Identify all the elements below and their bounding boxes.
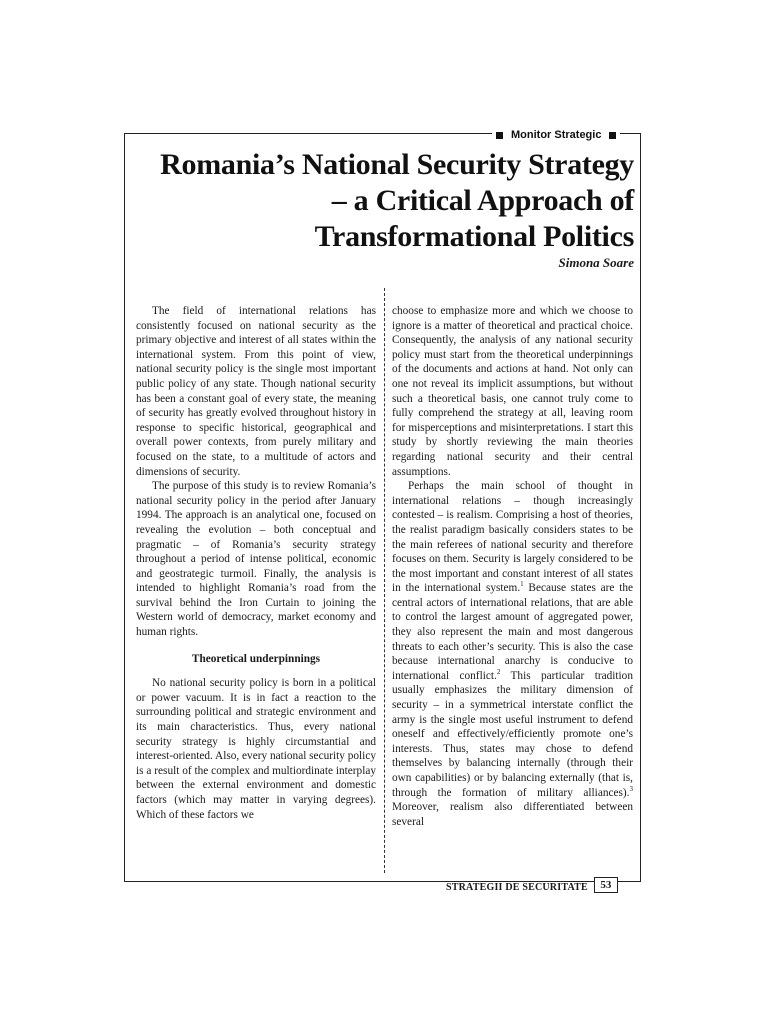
paragraph: No national security policy is born in a political or power vacuum. It is in fact a reaction to the surrounding political and strategic environment and its main characteristics. Thus, every national security strategy is highly circumstantial and interest-oriented. Also, every national security policy is a result of the complex and multiordinate interplay between the external environment and domestic factors (which may matter in varying degrees). Which of these factors we: [136, 677, 376, 821]
text-run: This particular tradition usually emphasizes the military dimension of security – in a symmetrical interstate conflict the army is the single most useful instrument to defend oneself and effectively/efficiently promote one’s interests. Thus, states may chose to defend themselves by balancing internally (through their own capabilities) or by balancing externally (that is, through the formation of military alliances).: [392, 669, 633, 799]
title-line: Transformational Politics: [314, 220, 634, 253]
left-column: [136, 304, 376, 869]
paragraph: [392, 479, 633, 829]
section-header: [492, 128, 620, 142]
title-line: – a Critical Approach of: [331, 184, 634, 217]
text-run: Because states are the central actors of international relations, that are able to control the largest amount of aggregated power, they also represent the main and most dangerous threats to each other’s security. This is also the case because international anarchy is conducive to international conflict.: [392, 582, 633, 682]
square-bullet-icon: [609, 132, 616, 139]
section-heading: Theoretical underpinnings: [191, 652, 321, 665]
footnote-ref[interactable]: 1: [520, 580, 524, 589]
text-run: Perhaps the main school of thought in international relations – though increasingly contested – is realism. Comprising a host of theories, the realist paradigm basically considers states to be the main referees of national security and therefore focuses on them. Security is largely considered to be the most important and constant interest of all states in the international system.: [392, 480, 633, 595]
page-number: 53: [594, 877, 618, 893]
article-title: [140, 147, 634, 255]
title-line: Romania’s National Security Strategy: [160, 148, 634, 181]
paragraph: choose to emphasize more and which we choose to ignore is a matter of theoretical and practical choice. Consequently, the analysis of any national security policy must start from the theoretical underpinnings of the documents and actions at hand. Not only can one not reveal its implicit assumptions, but without such a theoretical basis, one cannot truly come to fully comprehend the strategy at all, leaving room for misperceptions and misinterpretations. I start this study by shortly reviewing the main theories regarding national security and their central assumptions.: [392, 305, 633, 478]
column-divider: [384, 288, 385, 873]
footnote-ref[interactable]: 2: [496, 668, 501, 677]
text-run: Moreover, realism also differentiated between several: [392, 801, 633, 828]
page-footer: [446, 874, 618, 893]
square-bullet-icon: [496, 132, 503, 139]
author-name: Simona Soare: [558, 255, 634, 270]
footnote-ref[interactable]: 3: [629, 784, 633, 793]
journal-name: STRATEGII DE SECURITATE: [446, 882, 588, 893]
paragraph: The field of international relations has consistently focused on national security as the primary objective and interest of all states within the international system. From this point of view, national security policy is the single most important public policy of any state. Though national security has been a constant goal of every state, the meaning of security has greatly evolved throughout history in response to specific historical, geographical and overall power contexts, from purely military and focused on the state, to a multitude of actors and dimensions of security.: [136, 305, 376, 478]
right-column: [392, 304, 633, 869]
section-label: Monitor Strategic: [511, 129, 602, 141]
paragraph: The purpose of this study is to review Romania’s national security policy in the period after January 1994. The approach is an analytical one, focused on revealing the evolution – both conceptual and pragmatic – of Romania’s security strategy throughout a period of intense political, economic and geostrategic turmoil. Finally, the analysis is intended to highlight Romania’s road from the survival behind the Iron Curtain to joining the Western world of democracy, market economy and human rights.: [136, 480, 376, 639]
